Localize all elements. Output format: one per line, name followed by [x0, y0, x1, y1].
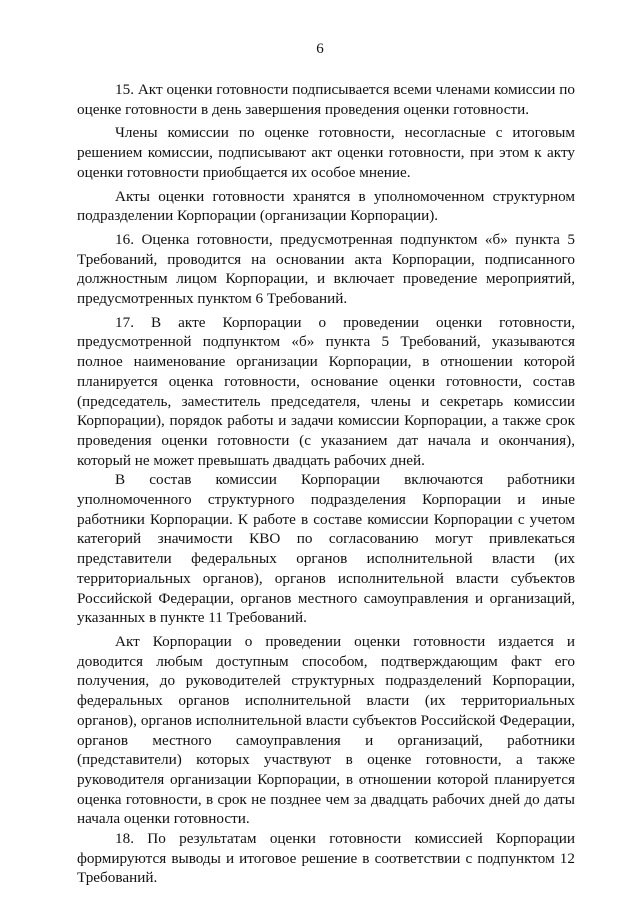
paragraph-17: 17. В акте Корпорации о проведении оценки готовности, предусмотренной подпунктом «б» пункта 5 Требований, указываются полное наименование организации Корпорации, в отношении которой планируется оценка готовности, основание оценки готовности, состав (председатель, заместитель председателя, члены и секретарь комиссии Корпорации), порядок работы и задачи комиссии Корпорации, а также срок проведения оценки готовности (с указанием дат начала и окончания), который не может превышать двадцать рабочих дней.	[77, 313, 575, 469]
paragraph-18: 18. По результатам оценки готовности комиссией Корпорации формируются выводы и итоговое решение в соответствии с подпунктом 12 Требований.	[77, 830, 575, 887]
paragraph-acts-storage: Акты оценки готовности хранятся в уполномоченном структурном подразделении Корпорации (организации Корпорации).	[77, 187, 575, 225]
paragraph-act-distribution: Акт Корпорации о проведении оценки готовности издается и доводится любым доступным способом, подтверждающим факт его получения, до руководителей структурных подразделений Корпорации, федеральных органов исполнительной власти (их территориальных органов), органов исполнительной власти субъектов Российской Федерации, органов местного самоуправления и организаций, работники (представители) которых участвуют в оценке готовности, а также руководителя организации Корпорации, в отношении которой планируется оценка готовности, в срок не позднее чем за двадцать рабочих дней до даты начала оценки готовности.	[77, 632, 575, 828]
document-body	[77, 80, 575, 888]
paragraph-commission-composition: В состав комиссии Корпорации включаются работники уполномоченного структурного подразделения Корпорации и иные работники Корпорации. К работе в составе комиссии Корпорации с учетом категорий значимости КВО по согласованию могут привлекаться представители федеральных органов исполнительной власти (их территориальных органов), органов исполнительной власти субъектов Российской Федерации, органов местного самоуправления и организаций, указанных в пункте 11 Требований.	[77, 471, 575, 627]
page-number: 6	[316, 41, 324, 57]
paragraph-16: 16. Оценка готовности, предусмотренная подпунктом «б» пункта 5 Требований, проводится на основании акта Корпорации, подписанного должностным лицом Корпорации, и включает проведение мероприятий, предусмотренных пунктом 6 Требований.	[77, 230, 575, 308]
paragraph-15: 15. Акт оценки готовности подписывается всеми членами комиссии по оценке готовности в день завершения проведения оценки готовности.	[77, 81, 575, 118]
paragraph-dissenting-opinion: Члены комиссии по оценке готовности, несогласные с итоговым решением комиссии, подписывают акт оценки готовности, при этом к акту оценки готовности приобщается их особое мнение.	[77, 124, 575, 181]
